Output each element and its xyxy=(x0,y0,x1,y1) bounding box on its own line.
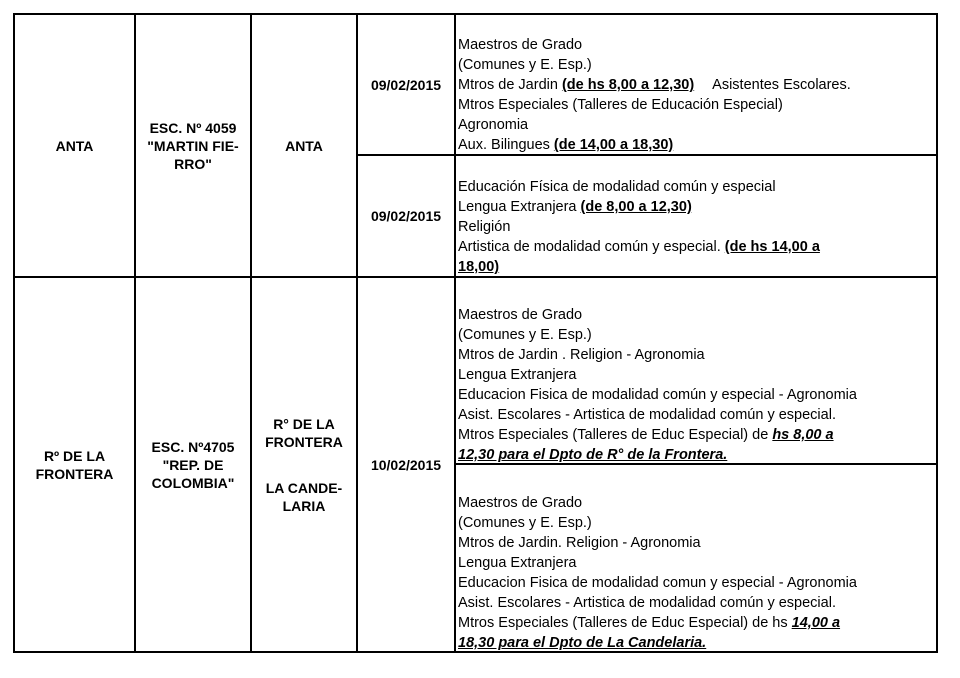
date-cell xyxy=(358,278,454,651)
desc-line: Maestros de Grado xyxy=(458,495,583,511)
school-line: RRO" xyxy=(174,155,212,172)
desc-line: 18,30 para el Dpto de La Candelaria. xyxy=(458,635,707,651)
session-description xyxy=(458,493,938,653)
desc-line: Mtros de Jardin . Religion - Agronomia xyxy=(458,347,705,363)
locality-line: LARIA xyxy=(282,497,326,514)
desc-line: Mtros de Jardin (de hs 8,00 a 12,30) Asistentes Escolares. xyxy=(458,77,851,93)
desc-line: Mtros Especiales (Talleres de Educ Especial) de hs 14,00 a xyxy=(458,615,841,631)
desc-line: Lengua Extranjera xyxy=(458,555,577,571)
desc-line: Educación Física de modalidad común y especial xyxy=(458,179,776,195)
desc-line: Agronomia xyxy=(458,117,529,133)
department-name: ANTA xyxy=(55,137,94,154)
locality-cell xyxy=(252,278,356,651)
desc-line: (Comunes y E. Esp.) xyxy=(458,327,592,343)
desc-line: Aux. Bilingues (de 14,00 a 18,30) xyxy=(458,137,674,153)
department-line: Rº DE LA xyxy=(43,447,106,464)
desc-line: Asist. Escolares - Artistica de modalidad común y especial. xyxy=(458,595,836,611)
desc-line: 12,30 para el Dpto de R° de la Frontera. xyxy=(458,447,728,463)
locality-line: R° DE LA xyxy=(273,415,335,432)
session-date: 10/02/2015 xyxy=(370,456,442,473)
school-line: "REP. DE xyxy=(162,456,224,473)
desc-line: (Comunes y E. Esp.) xyxy=(458,515,592,531)
school-line: "MARTIN FIE- xyxy=(147,137,239,154)
desc-line: Maestros de Grado xyxy=(458,307,583,323)
session-description xyxy=(458,305,938,465)
locality-cell xyxy=(252,15,356,276)
desc-line: Maestros de Grado xyxy=(458,37,583,53)
desc-line: Mtros de Jardin. Religion - Agronomia xyxy=(458,535,701,551)
desc-line: (Comunes y E. Esp.) xyxy=(458,57,592,73)
date-cell xyxy=(358,156,454,276)
col-divider-4 xyxy=(454,13,456,653)
department-cell xyxy=(15,15,134,276)
desc-line: Religión xyxy=(458,219,511,235)
locality-line: LA CANDE- xyxy=(265,479,343,496)
locality-name: ANTA xyxy=(285,137,323,154)
session-description xyxy=(458,35,938,155)
desc-line: Lengua Extranjera (de 8,00 a 12,30) xyxy=(458,199,692,215)
session-date: 09/02/2015 xyxy=(370,208,442,224)
department-cell xyxy=(15,278,134,651)
desc-line: Educacion Fisica de modalidad comun y especial - Agronomia xyxy=(458,575,857,591)
desc-line: Mtros Especiales (Talleres de Educación Especial) xyxy=(458,97,783,113)
school-cell xyxy=(136,15,250,276)
desc-line: 18,00) xyxy=(458,259,500,275)
department-line: FRONTERA xyxy=(35,465,114,482)
school-line: ESC. Nº 4059 xyxy=(149,119,237,136)
desc-line: Artistica de modalidad común y especial. (de hs 14,00 a xyxy=(458,239,820,255)
session-date: 09/02/2015 xyxy=(370,76,442,93)
session-description xyxy=(458,177,938,277)
locality-line: FRONTERA xyxy=(265,433,343,450)
school-line: ESC. Nº4705 xyxy=(151,438,235,455)
date-cell xyxy=(358,15,454,154)
desc-line: Mtros Especiales (Talleres de Educ Especial) de hs 8,00 a xyxy=(458,427,834,443)
desc-line: Lengua Extranjera xyxy=(458,367,577,383)
school-line: COLOMBIA" xyxy=(151,474,235,491)
school-cell xyxy=(136,278,250,651)
desc-line: Educacion Fisica de modalidad común y especial - Agronomia xyxy=(458,387,857,403)
desc-line: Asist. Escolares - Artistica de modalidad común y especial. xyxy=(458,407,836,423)
